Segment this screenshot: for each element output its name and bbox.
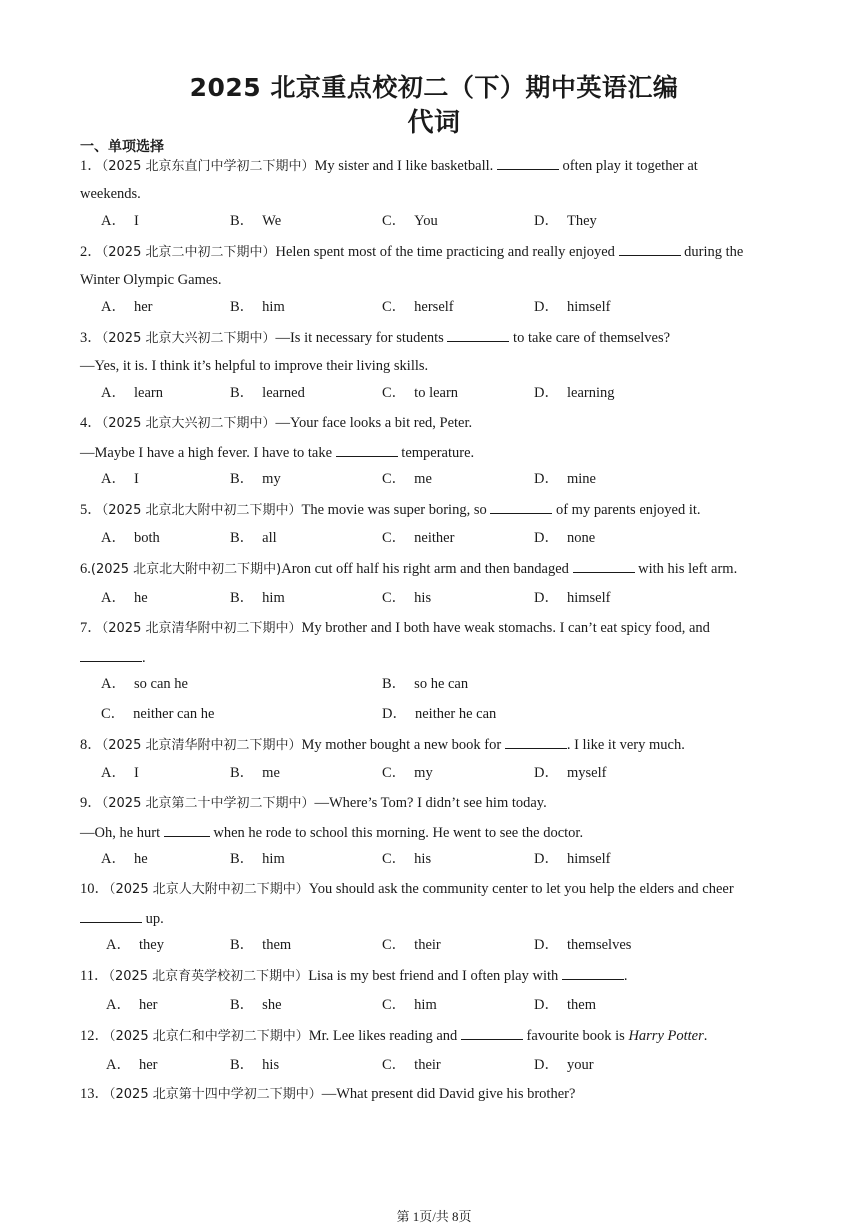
question-13: 13．（2025 北京第十四中学初二下期中）—What present did David give his brother? bbox=[80, 1086, 576, 1102]
answer-blank bbox=[164, 822, 210, 837]
section-heading: 一、单项选择 bbox=[80, 139, 164, 155]
option-c: C． his bbox=[382, 590, 432, 606]
question-9: 9．（2025 北京第二十中学初二下期中）—Where’s Tom? I didn’t see him today. bbox=[80, 795, 547, 811]
question-number: 1． bbox=[80, 158, 102, 174]
option-b: B． him bbox=[230, 299, 285, 315]
option-a: A． her bbox=[101, 299, 153, 315]
answer-blank bbox=[505, 734, 567, 749]
answer-blank bbox=[336, 442, 398, 457]
answer-blank bbox=[490, 499, 552, 514]
option-b: B． his bbox=[230, 1057, 280, 1073]
option-b: B． him bbox=[230, 590, 285, 606]
option-d: D． your bbox=[534, 1057, 594, 1073]
option-b: B． learned bbox=[230, 385, 305, 401]
option-a: A． learn bbox=[101, 385, 163, 401]
option-c: C． their bbox=[382, 1057, 441, 1073]
option-b: B． him bbox=[230, 851, 285, 867]
option-c: C． their bbox=[382, 937, 441, 953]
option-b: B． she bbox=[230, 997, 282, 1013]
question-2: 2．（2025 北京二中初二下期中）Helen spent most of the time practicing and really enjoyed during the bbox=[80, 241, 798, 263]
question-2-continued: Winter Olympic Games. bbox=[80, 272, 222, 288]
question-text: often play it together at bbox=[562, 158, 698, 174]
option-c: C． my bbox=[382, 765, 433, 781]
option-d: D． myself bbox=[534, 765, 607, 781]
question-3: 3．（2025 北京大兴初二下期中）—Is it necessary for students to take care of themselves? bbox=[80, 327, 798, 349]
option-d: D． They bbox=[534, 213, 597, 229]
option-a: A． I bbox=[101, 765, 139, 781]
option-a: A． both bbox=[101, 530, 160, 546]
option-b: B． me bbox=[230, 765, 280, 781]
option-a: A． he bbox=[101, 590, 148, 606]
option-d: D． himself bbox=[534, 851, 611, 867]
question-text: My sister and I like basketball. bbox=[314, 158, 494, 174]
question-3-continued: —Yes, it is. I think it’s helpful to improve their living skills. bbox=[80, 358, 429, 374]
option-d: D． himself bbox=[534, 299, 611, 315]
question-12: 12．（2025 北京仁和中学初二下期中）Mr. Lee likes reading and favourite book is Harry Potter. bbox=[80, 1025, 798, 1047]
option-b: B． them bbox=[230, 937, 292, 953]
question-9-continued: —Oh, he hurt when he rode to school this morning. He went to see the doctor. bbox=[80, 822, 798, 843]
question-1 bbox=[80, 155, 798, 177]
option-a: A． he bbox=[101, 851, 148, 867]
option-c: C． You bbox=[382, 213, 438, 229]
answer-blank bbox=[461, 1025, 523, 1040]
answer-blank bbox=[80, 647, 142, 662]
option-a: A． so can he bbox=[101, 676, 188, 692]
question-6: 6.(2025 北京北大附中初二下期中)Aron cut off half his right arm and then bandaged with his left arm. bbox=[80, 558, 808, 580]
option-d: D． learning bbox=[534, 385, 615, 401]
question-11: 11．（2025 北京育英学校初二下期中）Lisa is my best friend and I often play with . bbox=[80, 965, 798, 987]
option-b: B． my bbox=[230, 471, 281, 487]
option-c: C． to learn bbox=[382, 385, 459, 401]
option-c: C． neither bbox=[382, 530, 455, 546]
question-1-continued: weekends. bbox=[80, 186, 141, 202]
question-4-continued: —Maybe I have a high fever. I have to take temperature. bbox=[80, 442, 798, 463]
option-d: D． none bbox=[534, 530, 596, 546]
option-d: D． themselves bbox=[534, 937, 632, 953]
option-a: A． I bbox=[101, 213, 139, 229]
document-title: 2025 北京重点校初二（下）期中英语汇编 bbox=[189, 73, 679, 102]
document-subtitle: 代词 bbox=[407, 108, 461, 138]
option-a: A． they bbox=[106, 937, 164, 953]
question-8: 8．（2025 北京清华附中初二下期中）My mother bought a new book for . I like it very much. bbox=[80, 734, 798, 756]
question-4: 4．（2025 北京大兴初二下期中）—Your face looks a bit red, Peter. bbox=[80, 415, 473, 431]
answer-blank bbox=[80, 908, 142, 923]
answer-blank bbox=[573, 558, 635, 573]
answer-blank bbox=[497, 155, 559, 170]
answer-blank bbox=[562, 965, 624, 980]
option-b: B． We bbox=[230, 213, 282, 229]
book-title: Harry Potter bbox=[628, 1028, 704, 1044]
option-d: D． himself bbox=[534, 590, 611, 606]
option-c: C． neither can he bbox=[101, 706, 215, 722]
answer-blank bbox=[619, 241, 681, 256]
answer-blank bbox=[447, 327, 509, 342]
question-5: 5．（2025 北京北大附中初二下期中）The movie was super boring, so of my parents enjoyed it. bbox=[80, 499, 798, 521]
question-7-continued: . bbox=[80, 647, 798, 668]
option-c: C． him bbox=[382, 997, 437, 1013]
question-10: 10．（2025 北京人大附中初二下期中）You should ask the community center to let you help the elders and cheer bbox=[80, 881, 734, 897]
option-a: A． I bbox=[101, 471, 139, 487]
option-d: D． neither he can bbox=[382, 706, 497, 722]
question-10-continued: up. bbox=[80, 908, 798, 929]
option-c: C． his bbox=[382, 851, 432, 867]
option-a: A． her bbox=[106, 1057, 158, 1073]
option-b: B． all bbox=[230, 530, 277, 546]
question-7: 7．（2025 北京清华附中初二下期中）My brother and I both have weak stomachs. I can’t eat spicy food, and bbox=[80, 620, 710, 636]
page-footer: 第 1页/共 8页 bbox=[396, 1209, 472, 1224]
option-d: D． mine bbox=[534, 471, 596, 487]
option-a: A． her bbox=[106, 997, 158, 1013]
option-c: C． herself bbox=[382, 299, 454, 315]
option-c: C． me bbox=[382, 471, 432, 487]
question-source: （2025 北京东直门中学初二下期中） bbox=[101, 159, 315, 174]
option-d: D． them bbox=[534, 997, 596, 1013]
option-b: B． so he can bbox=[382, 676, 469, 692]
